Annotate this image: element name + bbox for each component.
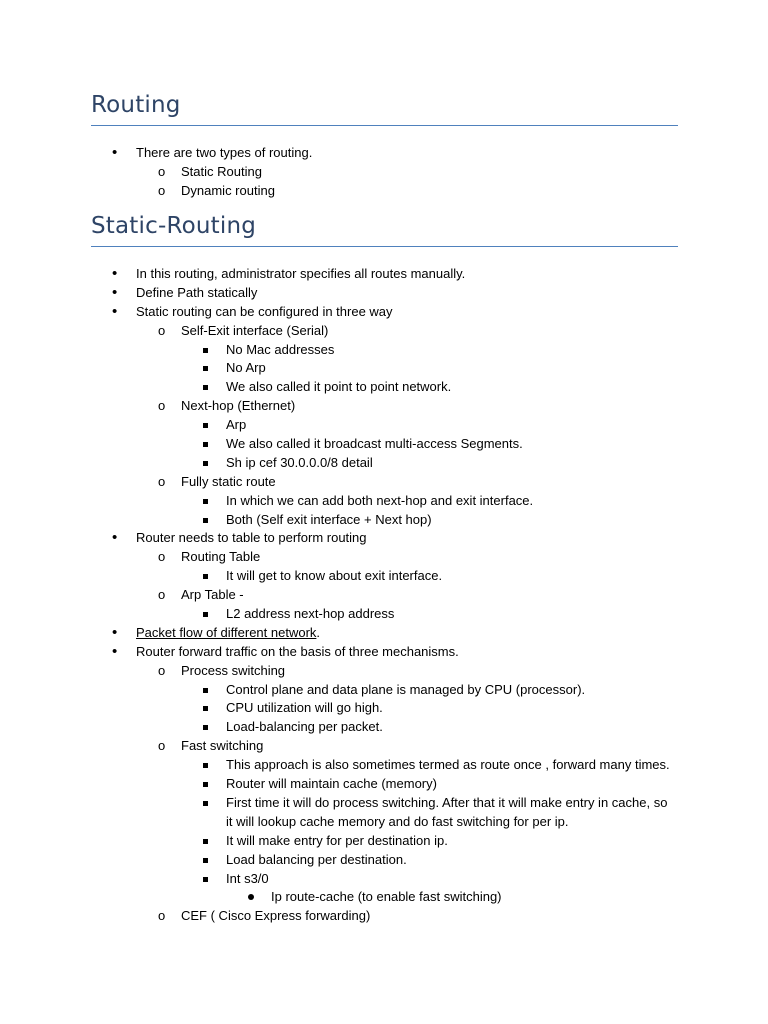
list-item	[0, 303, 768, 322]
circle-bullet-icon: o	[158, 738, 166, 754]
list-item	[0, 454, 768, 473]
bullet-icon: •	[112, 529, 118, 547]
list-item-text: Load-balancing per packet.	[226, 719, 383, 735]
list-item	[0, 284, 768, 303]
link-suffix: .	[316, 624, 321, 640]
list-item	[0, 681, 768, 700]
list-item	[0, 586, 768, 605]
list-item-text: Router forward traffic on the basis of three mechanisms.	[136, 643, 459, 659]
bullet-icon: •	[112, 144, 118, 161]
list-item	[0, 359, 768, 378]
circle-bullet-icon: o	[158, 662, 166, 678]
list-item-text: Fully static route	[181, 473, 276, 489]
list-item	[0, 416, 768, 435]
list-item-text: Arp	[226, 417, 247, 433]
list-item	[0, 832, 768, 851]
list-item-text: Ip route-cache (to enable fast switching)	[271, 889, 502, 905]
list-item	[0, 511, 768, 530]
list-item	[0, 794, 768, 832]
circle-bullet-icon: o	[158, 398, 166, 414]
list-item-text: Dynamic routing	[181, 182, 275, 198]
circle-bullet-icon: o	[158, 163, 166, 179]
list-item	[0, 163, 768, 182]
list-item-text: Static Routing	[181, 163, 262, 179]
list-item	[0, 756, 768, 775]
list-item[interactable]	[0, 624, 768, 643]
list-item-text: Int s3/0	[226, 870, 269, 886]
list-item	[0, 548, 768, 567]
link-text[interactable]: Packet flow of different network	[136, 624, 317, 640]
list-item-text: Next-hop (Ethernet)	[181, 398, 296, 414]
list-item	[0, 888, 768, 907]
list-item-text: Routing Table	[181, 549, 261, 565]
list-item	[0, 907, 768, 926]
list-item	[0, 699, 768, 718]
bullet-icon: •	[112, 302, 118, 320]
list-item	[0, 378, 768, 397]
circle-bullet-icon: o	[158, 322, 166, 338]
heading-rule	[91, 125, 678, 126]
list-item	[0, 643, 768, 662]
list-item	[0, 737, 768, 756]
list-item-text: No Arp	[226, 360, 266, 376]
list-item-text: It will get to know about exit interface.	[226, 568, 443, 584]
list-item	[0, 775, 768, 794]
list-item-text: Static routing can be configured in three way	[136, 303, 393, 319]
list-item	[0, 182, 768, 201]
list-item-text: L2 address next-hop address	[226, 606, 395, 622]
list-item-text: Router will maintain cache (memory)	[226, 776, 437, 792]
list-item-text: Sh ip cef 30.0.0.0/8 detail	[226, 454, 373, 470]
list-item	[0, 341, 768, 360]
list-item-text: There are two types of routing.	[136, 145, 313, 160]
list-item-text: Load balancing per destination.	[226, 851, 407, 867]
list-item	[0, 718, 768, 737]
list-item-text: In which we can add both next-hop and exit interface.	[226, 492, 534, 508]
list-item	[0, 605, 768, 624]
list-item	[0, 662, 768, 681]
list-item	[0, 144, 768, 163]
list-item	[0, 265, 768, 284]
list-item-text: It will make entry for per destination ip.	[226, 832, 448, 848]
list-item-text: Arp Table -	[181, 587, 244, 603]
routing-list	[0, 144, 768, 201]
list-item-text: We also called it broadcast multi-access Segments.	[226, 436, 523, 452]
list-item	[0, 529, 768, 548]
circle-bullet-icon: o	[158, 908, 166, 924]
bullet-icon: •	[112, 265, 118, 282]
list-item	[0, 567, 768, 586]
list-item-text: First time it will do process switching. After that it will make entry in cache, so it will lookup cache memory and do fast switching for per ip.	[226, 794, 668, 829]
list-item	[0, 473, 768, 492]
list-item-text: This approach is also sometimes termed as route once , forward many times.	[226, 757, 670, 773]
list-item-link	[136, 624, 320, 643]
heading-static-routing: Static-Routing	[91, 213, 257, 239]
list-item-text: Define Path statically	[136, 284, 258, 300]
heading-rule	[91, 246, 678, 247]
list-item-text: Process switching	[181, 662, 286, 678]
list-item-text: We also called it point to point network.	[226, 379, 452, 395]
bullet-icon: •	[112, 623, 118, 641]
list-item-text: CEF ( Cisco Express forwarding)	[181, 908, 371, 924]
list-item-text: Control plane and data plane is managed by CPU (processor).	[226, 681, 586, 697]
list-item	[0, 322, 768, 341]
circle-bullet-icon: o	[158, 549, 166, 565]
circle-bullet-icon: o	[158, 587, 166, 603]
list-item-text: CPU utilization will go high.	[226, 700, 383, 716]
list-item-text: Router needs to table to perform routing	[136, 530, 367, 546]
list-item	[0, 870, 768, 889]
circle-bullet-icon: o	[158, 473, 166, 489]
heading-routing: Routing	[91, 92, 181, 118]
static-routing-list	[0, 265, 768, 926]
list-item	[0, 435, 768, 454]
bullet-icon: •	[112, 283, 118, 301]
list-item-text: Fast switching	[181, 738, 264, 754]
circle-bullet-icon: o	[158, 182, 166, 198]
list-item-text: Both (Self exit interface + Next hop)	[226, 511, 432, 527]
list-item	[0, 492, 768, 511]
list-item	[0, 851, 768, 870]
list-item	[0, 397, 768, 416]
list-item-text: In this routing, administrator specifies all routes manually.	[136, 266, 466, 281]
bullet-icon: •	[112, 642, 118, 660]
list-item-text: No Mac addresses	[226, 341, 335, 357]
list-item-text: Self-Exit interface (Serial)	[181, 322, 329, 338]
